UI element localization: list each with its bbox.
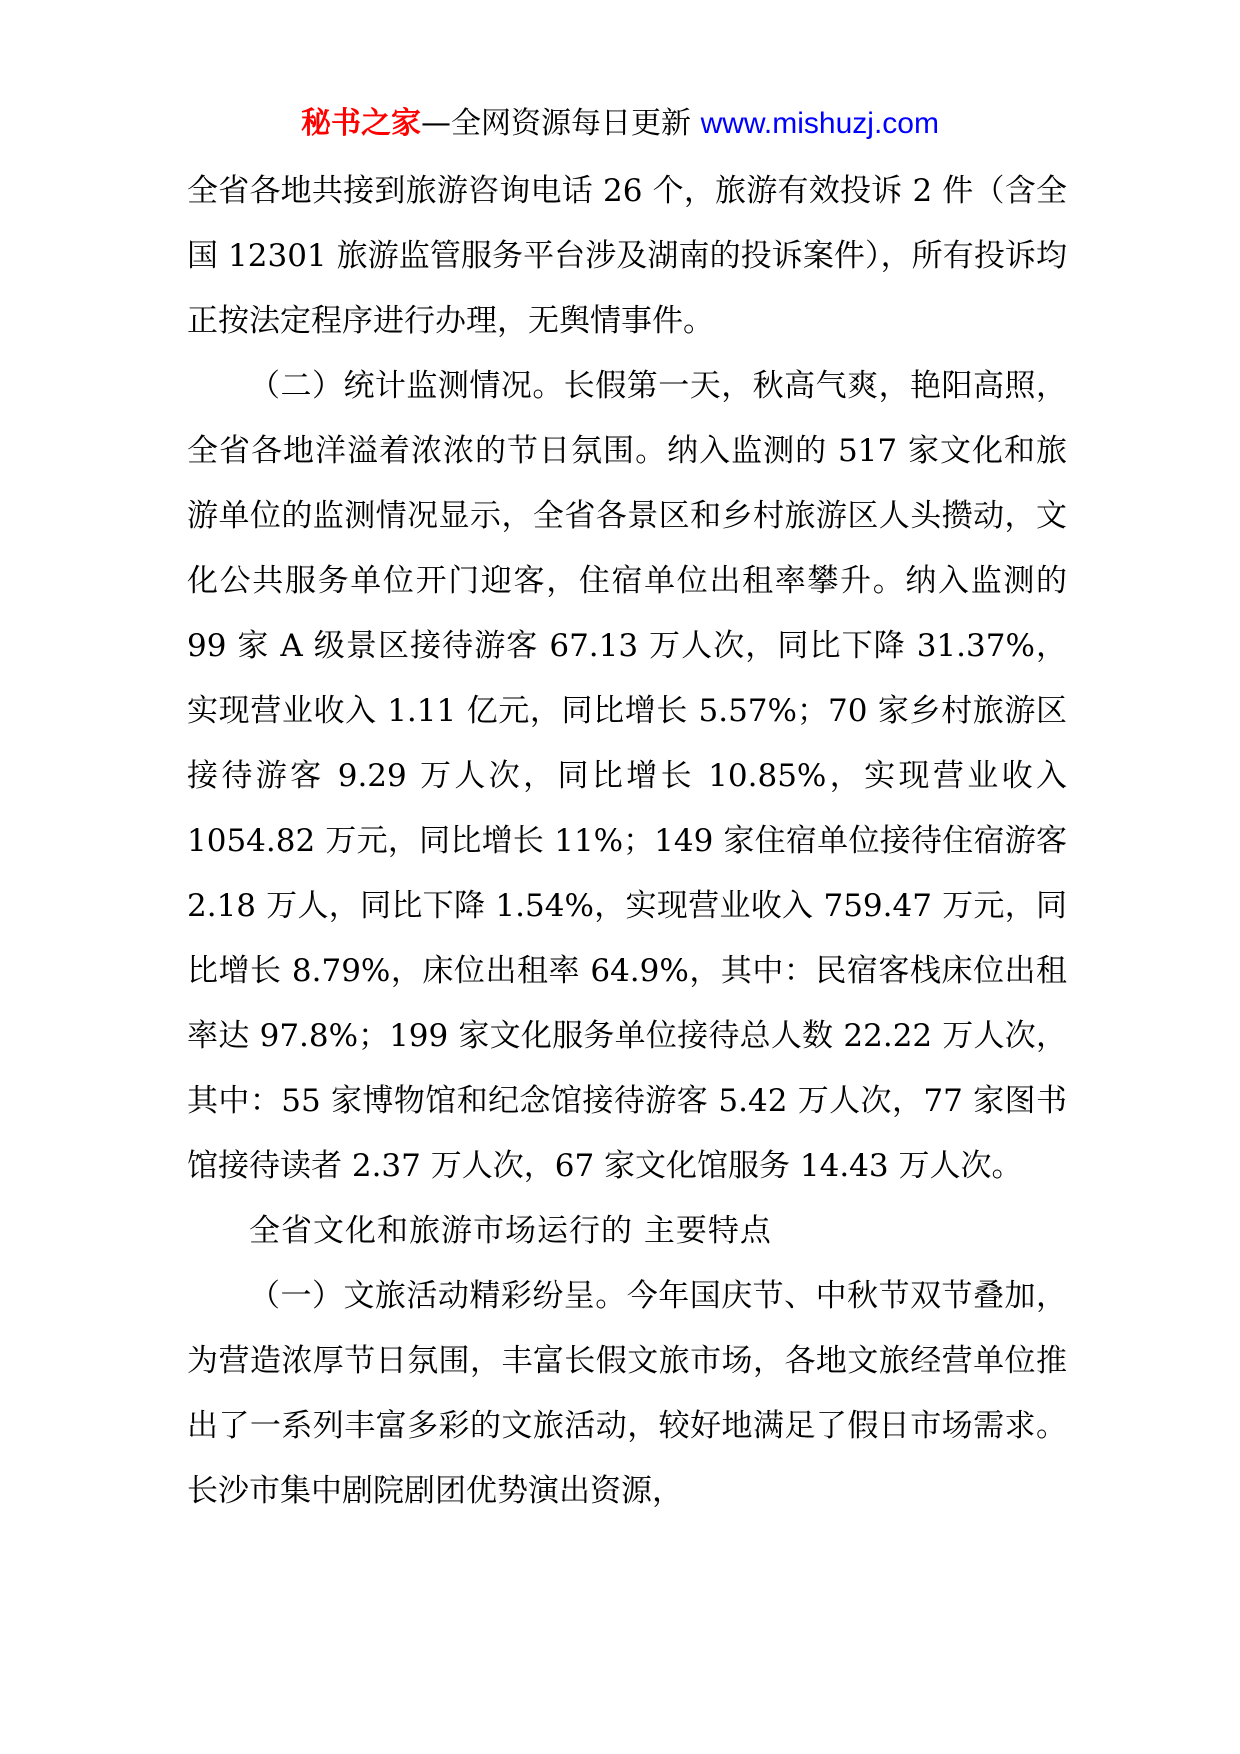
paragraph-activities: （一）文旅活动精彩纷呈。今年国庆节、中秋节双节叠加，为营造浓厚节日氛围，丰富长假文旅市场，各地文旅经营单位推出了一系列丰富多彩的文旅活动，较好地满足了假日市场需求。长沙市集中剧院剧团优势演出资源， xyxy=(187,1278,1067,1509)
paragraph-complaints: 全省各地共接到旅游咨询电话 26 个，旅游有效投诉 2 件（含全国 12301 旅游监管服务平台涉及湖南的投诉案件），所有投诉均正按法定程序进行办理，无舆情事件。 xyxy=(187,173,1067,339)
document-body xyxy=(187,159,1067,1524)
page-header xyxy=(0,100,1240,148)
paragraph-statistics: （二）统计监测情况。长假第一天，秋高气爽，艳阳高照，全省各地洋溢着浓浓的节日氛围。纳入监测的 517 家文化和旅游单位的监测情况显示，全省各景区和乡村旅游区人头攒动，文化公共服务单位开门迎客，住宿单位出租率攀升。纳入监测的 99 家 A 级景区接待游客 67.13 万人次，同比下降 31.37%，实现营业收入 1.11 亿元，同比增长 5.57%；70 家乡村旅游区接待游客 9.29 万人次，同比增长 10.85%，实现营业收入 1054.82 万元，同比增长 11%；149 家住宿单位接待住宿游客 2.18 万人，同比下降 1.54%，实现营业收入 759.47 万元，同比增长 8.79%，床位出租率 64.9%，其中：民宿客栈床位出租率达 97.8%；199 家文化服务单位接待总人数 22.22 万人次，其中：55 家博物馆和纪念馆接待游客 5.42 万人次，77 家图书馆接待读者 2.37 万人次，67 家文化馆服务 14.43 万人次。 xyxy=(187,368,1067,1184)
header-url-link[interactable]: www.mishuzj.com xyxy=(700,107,939,140)
header-tagline: —全网资源每日更新 xyxy=(421,106,701,141)
header-brand: 秘书之家 xyxy=(301,106,422,141)
section-heading-main-features: 全省文化和旅游市场运行的 主要特点 xyxy=(249,1213,772,1249)
